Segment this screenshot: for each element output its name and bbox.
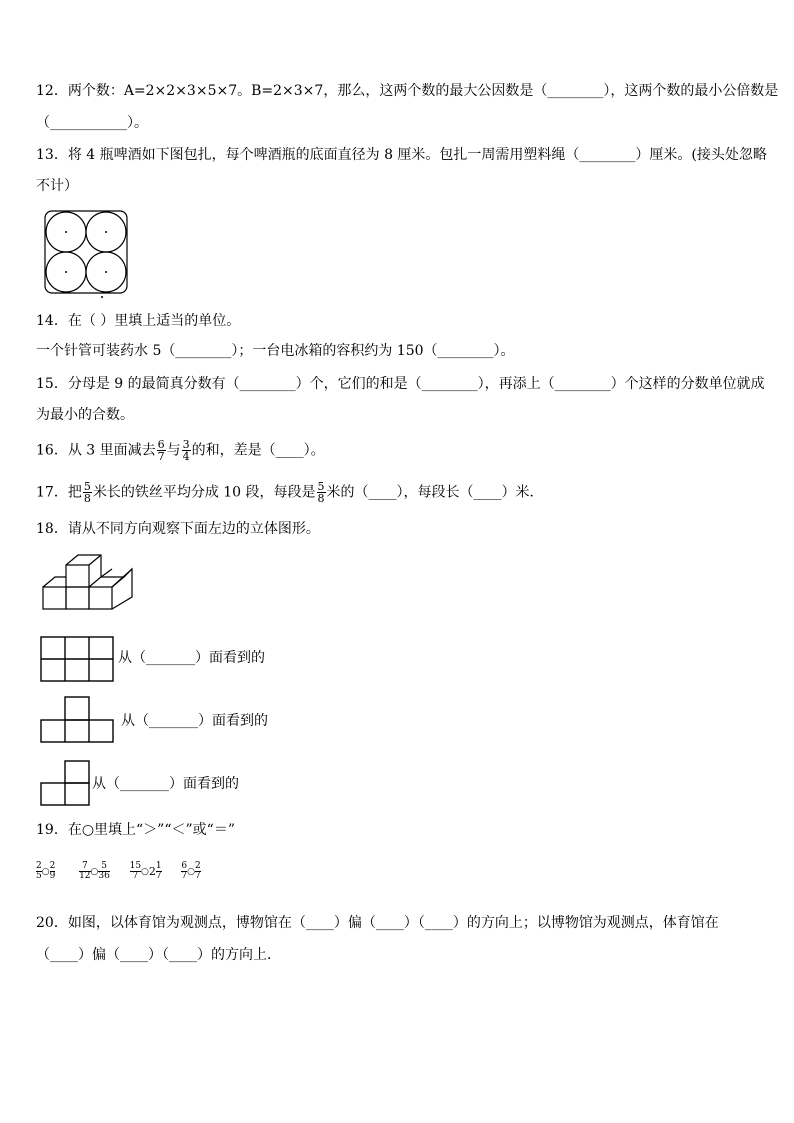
view-grid-2 — [40, 696, 114, 744]
q17-mid: 米长的铁丝平均分成 10 段，每段是 — [92, 484, 316, 501]
q12-line1: 12．两个数：A=2×2×3×5×7。B=2×3×7，那么，这两个数的最大公因数是（________），这两个数的最小公倍数是 — [36, 83, 779, 99]
q15-line1: 15．分母是 9 的最简真分数有（________）个，它们的和是（________），再添上（________）个这样的分数单位就成 — [36, 376, 765, 392]
q19-title: 19．在○里填上“＞”“＜”或“＝” — [36, 822, 235, 838]
q19-compare-row — [36, 862, 201, 881]
view-grid-1 — [40, 636, 114, 682]
q12-line2: （___________）。 — [36, 115, 148, 131]
q17-fraction-1: $\frac{5}{8}$ — [83, 480, 91, 505]
q19-item1-b: $\frac{2}{9}$ — [49, 861, 56, 881]
q16-mid: 与 — [166, 442, 181, 459]
q20-line2: （____）偏（____）（____）的方向上． — [36, 947, 281, 963]
q13-line1: 13．将 4 瓶啤酒如下图包扎，每个啤酒瓶的底面直径为 8 厘米。包扎一周需用塑料绳（________）厘米。(接头处忽略 — [36, 147, 767, 163]
q16-fraction-2: $\frac{3}{4}$ — [182, 438, 190, 463]
q20-line1: 20．如图，以体育馆为观测点，博物馆在（____）偏（____）（____）的方向上；以博物馆为观测点，体育馆在 — [36, 915, 719, 931]
q19-item3-b: $\frac{1}{7}$ — [155, 861, 162, 881]
compare-circle[interactable]: ○ — [41, 867, 50, 877]
q19-item1-a: $\frac{2}{5}$ — [36, 861, 42, 881]
q16-post: 的和，差是（____）。 — [191, 442, 325, 459]
q17-pre: 17．把 — [36, 484, 82, 501]
q17-post: 米的（____），每段长（____）米． — [326, 484, 544, 501]
q19-item2-a: $\frac{7}{12}$ — [79, 861, 91, 881]
q18-title: 18．请从不同方向观察下面左边的立体图形。 — [36, 521, 320, 537]
q18-view2-label: 从（_______）面看到的 — [121, 713, 268, 729]
bottles-figure — [44, 209, 130, 301]
q19-item3-a: $\frac{15}{7}$ — [129, 861, 142, 881]
q17-fraction-2: $\frac{5}{8}$ — [317, 480, 325, 505]
q19-item3-whole: 2 — [148, 865, 156, 878]
q13-line2: 不计） — [36, 178, 78, 194]
q16-fraction-1: $\frac{6}{7}$ — [157, 438, 165, 463]
q17-line — [36, 481, 544, 504]
compare-circle[interactable]: ○ — [141, 867, 149, 877]
q19-item4-b: $\frac{2}{7}$ — [194, 861, 201, 881]
q16-line — [36, 439, 325, 462]
compare-circle[interactable]: ○ — [90, 867, 99, 877]
q19-item2-b: $\frac{5}{36}$ — [98, 861, 110, 881]
q18-view3-label: 从（_______）面看到的 — [92, 776, 239, 792]
q14-line1: 14．在（ ）里填上适当的单位。 — [36, 313, 241, 329]
compare-circle[interactable]: ○ — [187, 867, 195, 877]
q14-line2: 一个针管可装药水 5（________）；一台电冰箱的容积约为 150（________）。 — [36, 343, 515, 359]
view-grid-3 — [40, 760, 90, 806]
q18-view1-label: 从（_______）面看到的 — [118, 650, 265, 666]
q15-line2: 为最小的合数。 — [36, 407, 134, 423]
solid-figure — [40, 553, 136, 611]
q16-pre: 16．从 3 里面减去 — [36, 442, 156, 459]
q19-item4-a: $\frac{6}{7}$ — [181, 861, 188, 881]
